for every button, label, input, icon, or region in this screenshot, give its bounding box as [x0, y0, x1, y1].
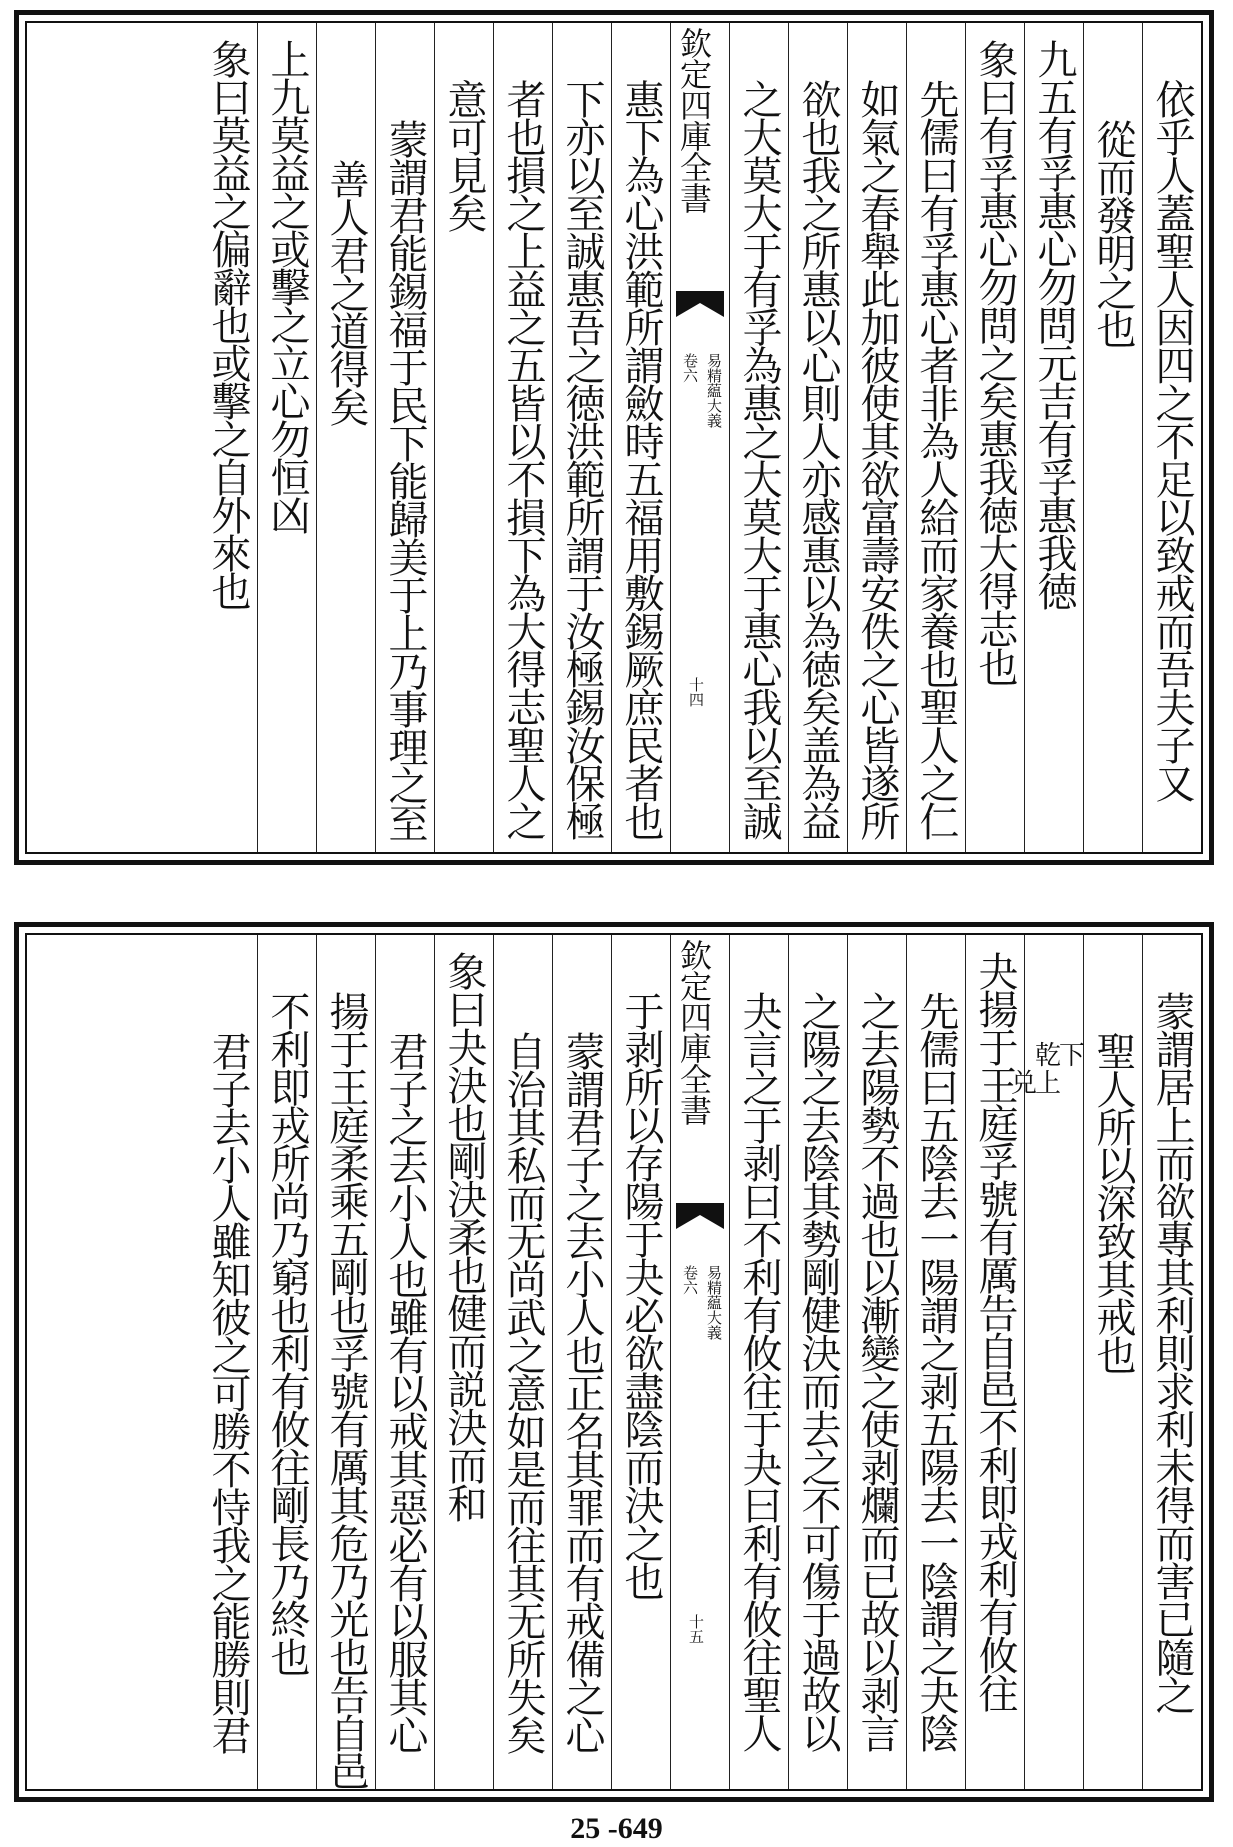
text-column: 君子之去小人也雖有以戒其惡必有以服其心 [375, 935, 434, 1789]
text-column: 揚于王庭柔乘五剛也孚號有厲其危乃光也告自邑 [316, 935, 375, 1789]
lower-page-frame [25, 933, 1203, 1791]
trigram-label-lower: 乾下 [1034, 1041, 1083, 1071]
hexagram-column [1010, 935, 1083, 1789]
text-column: 如氣之春舉此加彼使其欲富壽安佚之心皆遂所 [847, 23, 906, 852]
page-number: 十五 [687, 1614, 705, 1644]
fish-tail-mark [676, 291, 724, 317]
hexagram-symbol [1033, 945, 1073, 958]
volume-page-footer: 25 -649 [570, 1812, 663, 1845]
upper-page-columns [27, 23, 1201, 852]
text-column: 夬言之于剥曰不利有攸往于夬曰利有攸往聖人 [729, 935, 788, 1789]
page-center-strip [670, 935, 729, 1789]
text-column: 蒙謂君能錫福于民下能歸美于上乃事理之至 [375, 23, 434, 852]
text-column: 者也損之上益之五皆以不損下為大得志聖人之 [493, 23, 552, 852]
text-column: 下亦以至誠惠吾之徳洪範所謂于汝極錫汝保極 [552, 23, 611, 852]
text-column: 象曰有孚惠心勿問之矣惠我徳大得志也 [965, 23, 1024, 852]
text-column: 聖人所以深致其戒也 [1083, 935, 1142, 1789]
text-column: 蒙謂居上而欲專其利則求利未得而害已隨之 [1142, 935, 1201, 1789]
upper-page [14, 10, 1214, 865]
page-center-strip [670, 23, 729, 852]
book-title: 易精藴大義 [705, 353, 723, 428]
lower-page [14, 922, 1214, 1802]
book-title: 易精藴大義 [705, 1265, 723, 1340]
text-column: 自治其私而无尚武之意如是而往其无所失矣 [493, 935, 552, 1789]
text-column: 蒙謂君子之去小人也正名其罪而有戒備之心 [552, 935, 611, 1789]
text-column: 依乎人蓋聖人因四之不足以致戒而吾夫子又 [1142, 23, 1201, 852]
text-column: 先儒曰五陰去一陽謂之剥五陽去一陰謂之夬陰 [906, 935, 965, 1789]
lower-page-columns [27, 935, 1201, 1789]
text-column: 惠下為心洪範所謂斂時五福用敷錫厥庶民者也 [611, 23, 670, 852]
upper-page-frame [25, 21, 1203, 854]
fish-tail-mark [676, 1203, 724, 1229]
text-column: 之去陽勢不過也以漸變之使剥爛而已故以剥言 [847, 935, 906, 1789]
text-column: 之陽之去陰其勢剛健決而去之不可傷于過故以 [788, 935, 847, 1789]
text-column: 不利即戎所尚乃窮也利有攸往剛長乃終也 [257, 935, 316, 1789]
text-column: 君子去小人雖知彼之可勝不恃我之能勝則君 [205, 1031, 251, 1753]
text-column: 從而發明之也 [1083, 23, 1142, 852]
volume-label: 卷六 [681, 353, 699, 383]
text-column: 之大莫大于有孚為惠之大莫大于惠心我以至誠 [729, 23, 788, 852]
volume-label: 卷六 [681, 1265, 699, 1295]
page-number: 十四 [687, 677, 705, 707]
text-column: 夬揚于王庭孚號有厲告自邑不利即戎利有攸往 [965, 935, 1024, 1789]
text-column: 于剥所以存陽于夬必欲盡陰而決之也 [611, 935, 670, 1789]
text-column: 上九莫益之或擊之立心勿恒凶 [257, 23, 316, 852]
trigram-label-upper: 兑上 [1010, 1069, 1059, 1099]
text-column: 善人君之道得矣 [316, 23, 375, 852]
collection-title: 欽定四庫全書 [675, 939, 713, 1125]
text-column: 象曰莫益之偏辭也或擊之自外來也 [205, 39, 251, 609]
text-column: 欲也我之所惠以心則人亦感惠以為徳矣盖為益 [788, 23, 847, 852]
text-column: 意可見矣 [434, 23, 493, 852]
collection-title: 欽定四庫全書 [675, 27, 713, 213]
text-column: 先儒曰有孚惠心者非為人給而家養也聖人之仁 [906, 23, 965, 852]
text-column: 象曰夬決也剛決柔也健而説決而和 [434, 935, 493, 1789]
text-column: 九五有孚惠心勿問元吉有孚惠我徳 [1024, 23, 1083, 852]
